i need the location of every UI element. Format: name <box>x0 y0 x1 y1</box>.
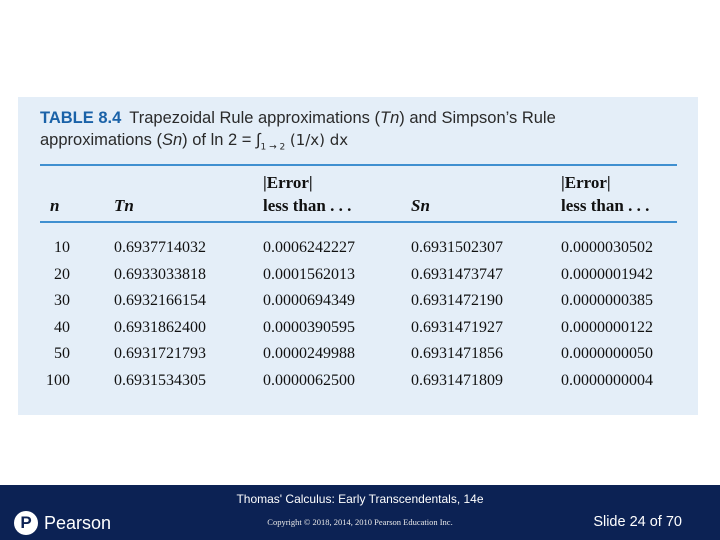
row6-tn: 0.6931534305 <box>114 371 206 389</box>
caption-tn: Tn <box>379 109 400 127</box>
row3-n: 30 <box>54 292 70 309</box>
logo-letter: P <box>20 513 32 532</box>
slide-footer <box>0 485 720 540</box>
row5-sn: 0.6931471856 <box>411 345 503 362</box>
header-error1-line2: less than . . . <box>263 196 352 215</box>
caption-text-1: Trapezoidal Rule approximations ( <box>129 109 380 127</box>
header-tn: Tn <box>114 196 134 215</box>
row4-n: 40 <box>54 318 70 336</box>
row5-error-t: 0.0000249988 <box>263 345 355 362</box>
row2-tn: 0.6933033818 <box>114 265 206 283</box>
row1-sn: 0.6931502307 <box>411 239 503 256</box>
table-figure <box>18 97 698 415</box>
copyright-text: Copyright © 2018, 2014, 2010 Pearson Education Inc. <box>267 517 453 527</box>
row5-n: 50 <box>54 345 70 362</box>
row2-error-t: 0.0001562013 <box>263 265 355 283</box>
row5-tn: 0.6931721793 <box>114 345 206 362</box>
slide-number: Slide 24 of 70 <box>593 514 682 530</box>
row3-sn: 0.6931472190 <box>411 292 503 309</box>
header-sn: Sn <box>411 196 430 215</box>
row6-n: 100 <box>46 371 70 389</box>
row2-n: 20 <box>54 265 70 283</box>
row2-sn: 0.6931473747 <box>411 265 503 283</box>
caption-text-4: ) of ln 2 = ∫ <box>182 131 261 149</box>
row6-error-s: 0.0000000004 <box>561 371 653 389</box>
row4-sn: 0.6931471927 <box>411 318 503 336</box>
row1-tn: 0.6937714032 <box>114 239 206 256</box>
row1-error-t: 0.0006242227 <box>263 239 355 256</box>
row3-tn: 0.6932166154 <box>114 292 206 309</box>
header-error2-line2: less than . . . <box>561 196 650 215</box>
book-title: Thomas' Calculus: Early Transcendentals, 14e <box>236 492 484 506</box>
header-top-rule <box>40 164 677 166</box>
pearson-logo-text: Pearson <box>44 513 112 533</box>
table-label: TABLE 8.4 <box>40 109 122 127</box>
caption-text-3: approximations ( <box>40 131 162 149</box>
caption-text-2: ) and Simpson’s Rule <box>399 109 556 127</box>
row4-error-t: 0.0000390595 <box>263 318 355 336</box>
header-error2-line1: |Error| <box>561 173 611 192</box>
row6-sn: 0.6931471809 <box>411 371 503 389</box>
row4-error-s: 0.0000000122 <box>561 318 653 336</box>
header-error1-line1: |Error| <box>263 173 313 192</box>
table-caption <box>40 107 690 158</box>
row6-error-t: 0.0000062500 <box>263 371 355 389</box>
row1-error-s: 0.0000030502 <box>561 239 653 256</box>
integral-limits: 1 → 2 <box>260 142 286 153</box>
row4-tn: 0.6931862400 <box>114 318 206 336</box>
header-n: n <box>50 196 60 215</box>
header-bottom-rule <box>40 221 677 223</box>
row5-error-s: 0.0000000050 <box>561 345 653 362</box>
row1-n: 10 <box>54 239 70 256</box>
row2-error-s: 0.0000001942 <box>561 265 653 283</box>
integrand: (1/x) dx <box>289 131 349 149</box>
caption-sn: Sn <box>161 131 183 149</box>
row3-error-t: 0.0000694349 <box>263 292 355 309</box>
pearson-logo-icon <box>14 511 38 535</box>
row3-error-s: 0.0000000385 <box>561 292 653 309</box>
